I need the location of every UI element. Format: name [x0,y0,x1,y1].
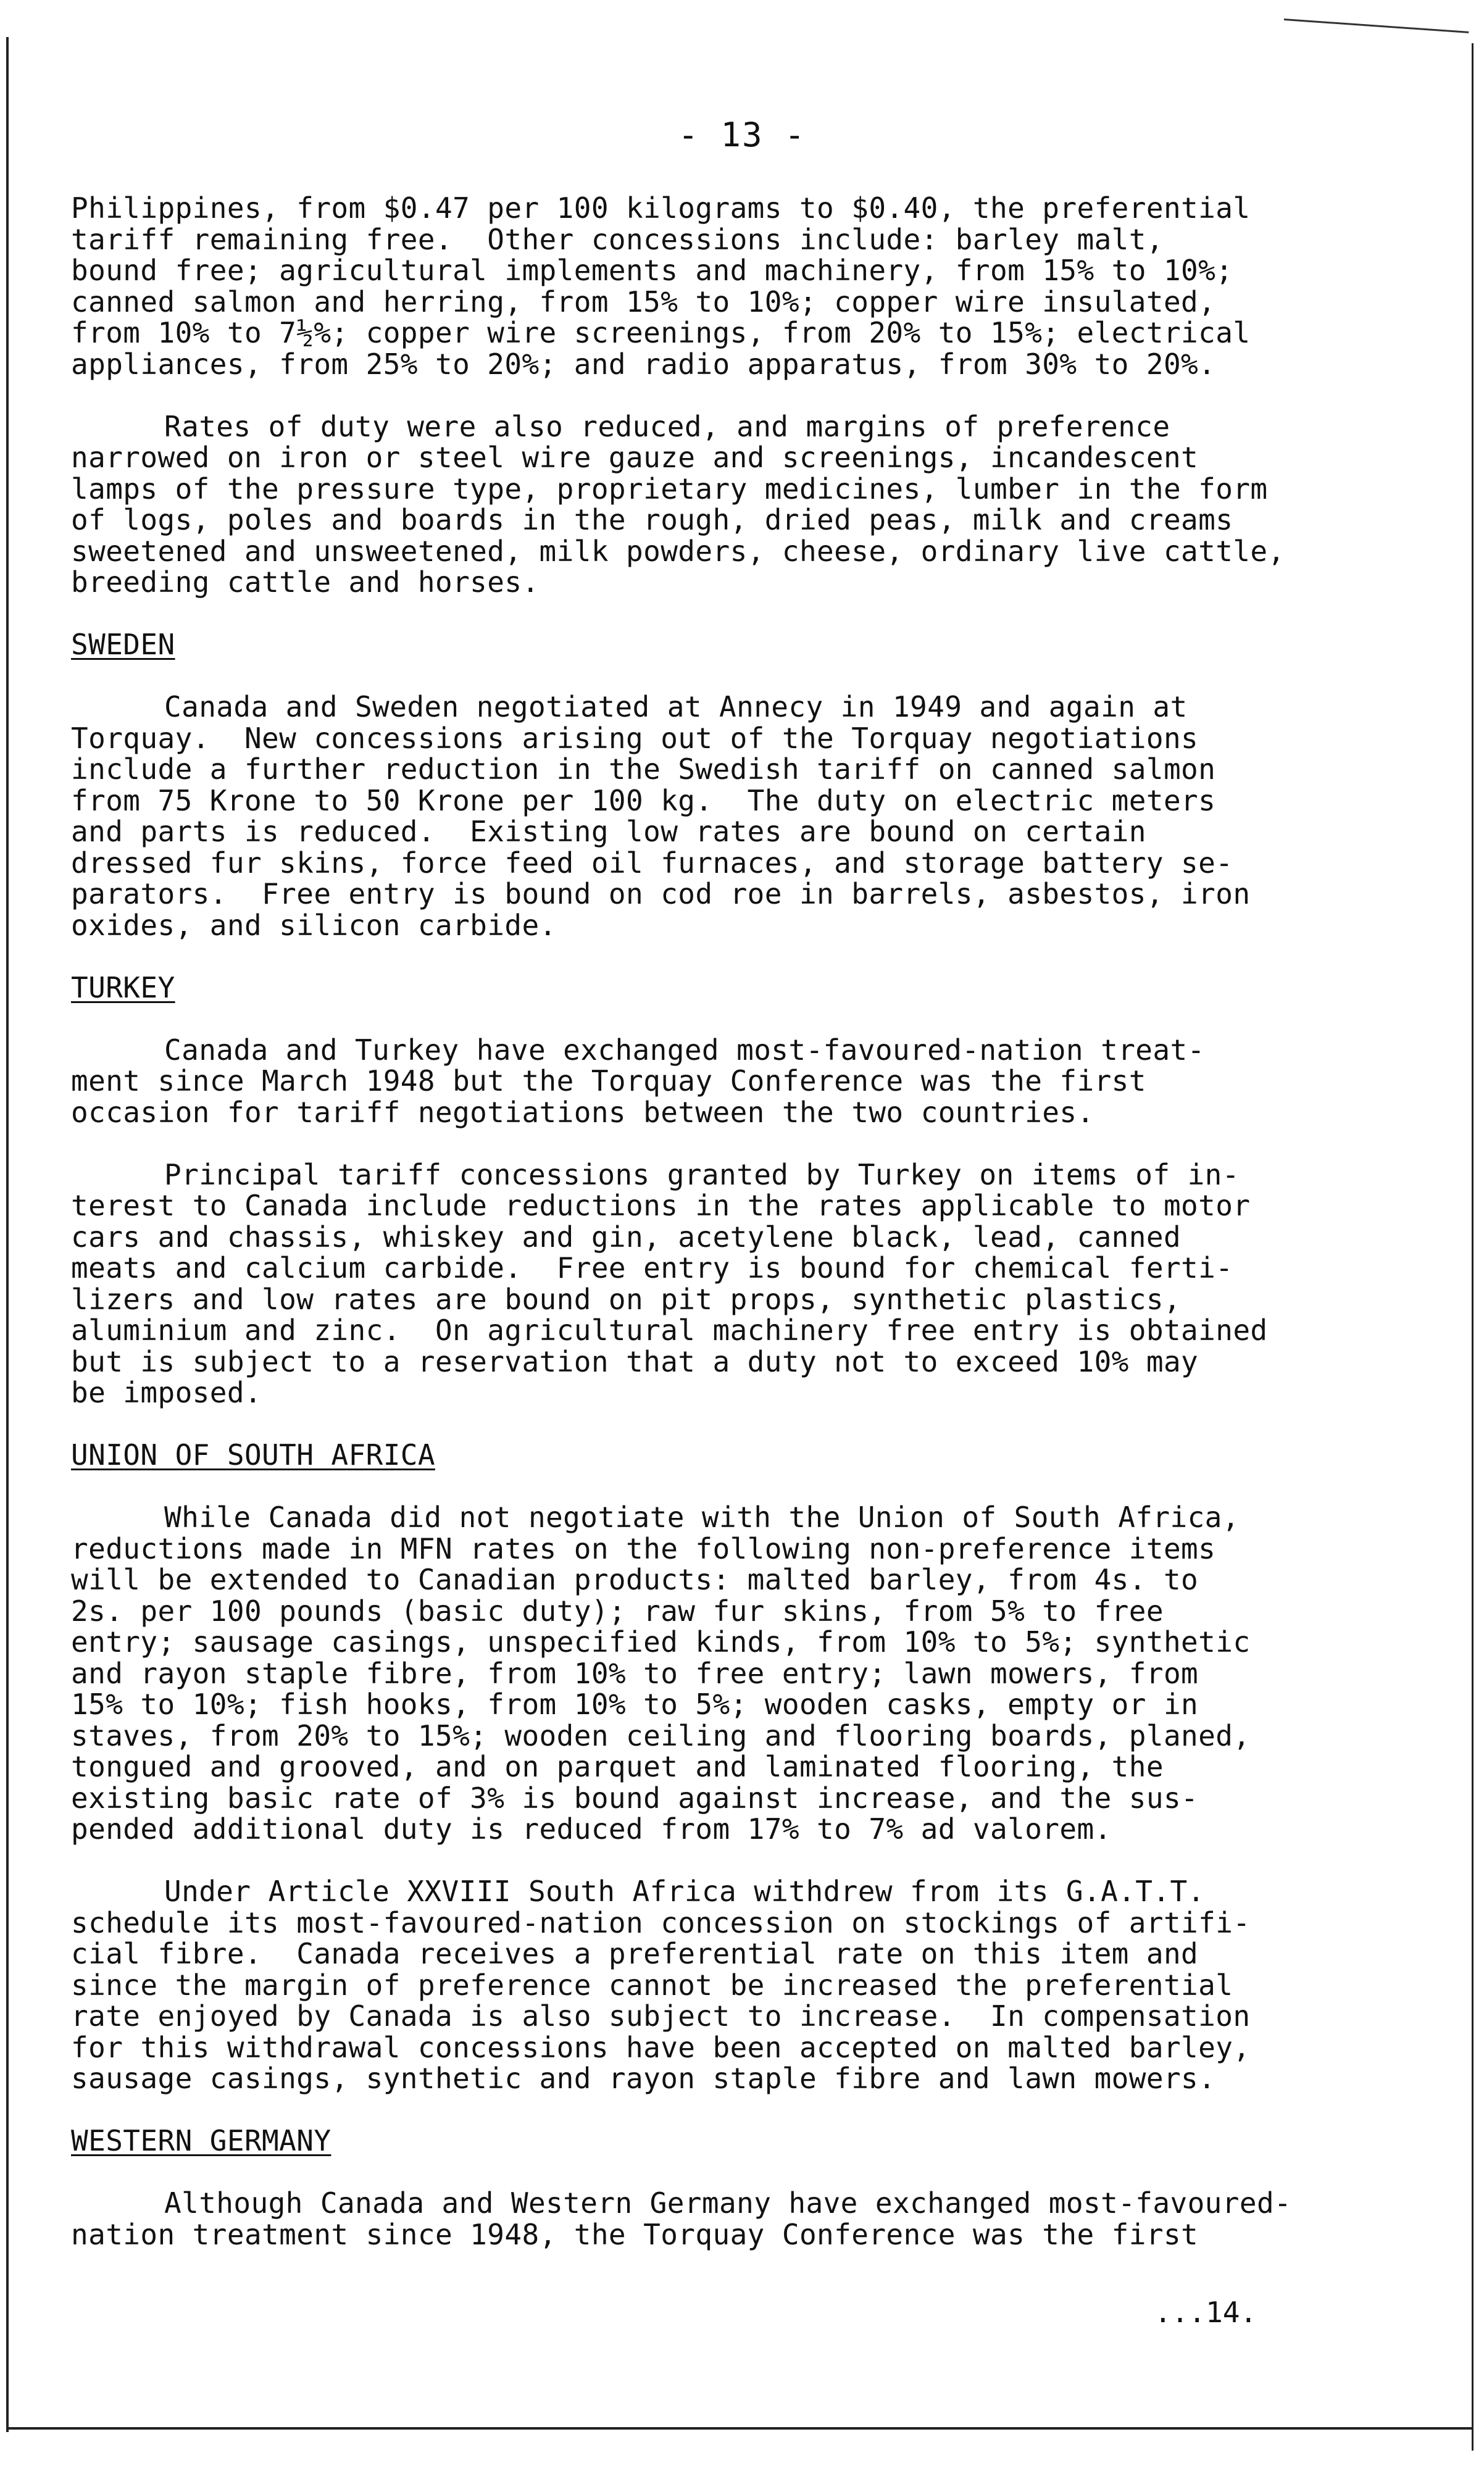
text-line: since the margin of preference cannot be increased the preferential [71,1968,1233,2002]
text-line: breeding cattle and horses. [71,565,540,599]
paragraph [71,691,1429,941]
text-line: Philippines, from $0.47 per 100 kilograms to $0.40, the preferential [71,191,1251,225]
document-body [71,193,1429,2250]
text-line: appliances, from 25% to 20%; and radio apparatus, from 30% to 20%. [71,347,1216,381]
text-line: but is subject to a reservation that a duty not to exceed 10% may [71,1344,1199,1378]
text-line: and parts is reduced. Existing low rates are bound on certain [71,815,1146,848]
section-heading: WESTERN GERMANY [71,2124,331,2157]
text-line: for this withdrawal concessions have been accepted on malted barley, [71,2030,1251,2064]
text-line: from 10% to 7½%; copper wire screenings, from 20% to 15%; electrical [71,316,1251,349]
text-line: rate enjoyed by Canada is also subject to increase. In compensation [71,1999,1251,2033]
paragraph [71,1502,1429,1845]
text-line: pended additional duty is reduced from 17% to 7% ad valorem. [71,1812,1112,1846]
text-line: aluminium and zinc. On agricultural machinery free entry is obtained [71,1314,1268,1347]
text-line: be imposed. [71,1376,262,1409]
paragraph [71,411,1429,598]
text-line: staves, from 20% to 15%; wooden ceiling and flooring boards, planed, [71,1718,1251,1752]
text-line: existing basic rate of 3% is bound against increase, and the sus- [71,1781,1199,1815]
paragraph-gap [71,941,1429,972]
page-border-bottom [9,2427,1473,2430]
paragraph-gap [71,2094,1429,2126]
text-line: Under Article XXVIII South Africa withdrew from its G.A.T.T. [164,1875,1205,1908]
paragraph [71,193,1429,380]
text-line: terest to Canada include reductions in the rates applicable to motor [71,1189,1251,1222]
text-line: ment since March 1948 but the Torquay Conference was the first [71,1064,1146,1098]
paragraph-gap [71,1471,1429,1502]
paragraph-gap [71,598,1429,630]
page-number: - 13 - [678,115,806,154]
section-heading: UNION OF SOUTH AFRICA [71,1438,435,1472]
text-line: dressed fur skins, force feed oil furnaces, and storage battery se- [71,846,1233,880]
text-line: Principal tariff concessions granted by Turkey on items of in- [164,1157,1240,1191]
paragraph-gap [71,1409,1429,1440]
page-border-top [1284,19,1469,33]
page-border-left [6,37,9,2432]
text-line: meats and calcium carbide. Free entry is bound for chemical ferti- [71,1251,1233,1285]
text-line: and rayon staple fibre, from 10% to free entry; lawn mowers, from [71,1656,1199,1690]
section-heading-line [71,972,1429,1004]
text-line: Canada and Turkey have exchanged most-favoured-nation treat- [164,1033,1205,1067]
paragraph-gap [71,2157,1429,2188]
paragraph-gap [71,1128,1429,1159]
paragraph-gap [71,1845,1429,1877]
section-heading: TURKEY [71,970,175,1004]
text-line: bound free; agricultural implements and machinery, from 15% to 10%; [71,254,1233,287]
paragraph [71,1035,1429,1128]
paragraph [71,2188,1429,2250]
text-line: sweetened and unsweetened, milk powders, cheese, ordinary live cattle, [71,534,1285,568]
text-line: occasion for tariff negotiations between the two countries. [71,1095,1094,1129]
text-line: lizers and low rates are bound on pit props, synthetic plastics, [71,1282,1182,1316]
text-line: from 75 Krone to 50 Krone per 100 kg. The duty on electric meters [71,783,1216,817]
text-line: Rates of duty were also reduced, and margins of preference [164,409,1170,443]
text-line: 2s. per 100 pounds (basic duty); raw fur skins, from 5% to free [71,1594,1164,1628]
paragraph-gap [71,1003,1429,1035]
text-line: parators. Free entry is bound on cod roe in barrels, asbestos, iron [71,877,1251,910]
text-line: schedule its most-favoured-nation concession on stockings of artifi- [71,1906,1251,1939]
text-line: tongued and grooved, and on parquet and laminated flooring, the [71,1750,1164,1783]
text-line: entry; sausage casings, unspecified kinds, from 10% to 5%; synthetic [71,1625,1251,1659]
text-line: cars and chassis, whiskey and gin, acetylene black, lead, canned [71,1220,1182,1254]
text-line: will be extended to Canadian products: malted barley, from 4s. to [71,1563,1199,1596]
text-line: canned salmon and herring, from 15% to 10%; copper wire insulated, [71,285,1216,319]
paragraph-gap [71,380,1429,411]
text-line: cial fibre. Canada receives a preferential rate on this item and [71,1937,1199,1970]
text-line: sausage casings, synthetic and rayon staple fibre and lawn mowers. [71,2062,1216,2095]
page-border-right [1472,43,1474,2451]
section-heading-line [71,2125,1429,2157]
text-line: lamps of the pressure type, proprietary medicines, lumber in the form [71,472,1268,506]
paragraph [71,1159,1429,1409]
text-line: include a further reduction in the Swedish tariff on canned salmon [71,752,1216,786]
section-heading: SWEDEN [71,628,175,661]
text-line: Canada and Sweden negotiated at Annecy in 1949 and again at [164,690,1188,723]
section-heading-line [71,1439,1429,1471]
text-line: nation treatment since 1948, the Torquay Conference was the first [71,2217,1199,2251]
text-line: 15% to 10%; fish hooks, from 10% to 5%; wooden casks, empty or in [71,1688,1199,1721]
text-line: Torquay. New concessions arising out of the Torquay negotiations [71,721,1199,755]
text-line: While Canada did not negotiate with the Union of South Africa, [164,1501,1240,1534]
section-heading-line [71,629,1429,660]
text-line: narrowed on iron or steel wire gauze and screenings, incandescent [71,441,1199,474]
text-line: oxides, and silicon carbide. [71,908,557,942]
text-line: of logs, poles and boards in the rough, dried peas, milk and creams [71,503,1233,536]
text-line: reductions made in MFN rates on the following non-preference items [71,1531,1216,1565]
text-line: tariff remaining free. Other concessions include: barley malt, [71,222,1164,256]
paragraph-gap [71,660,1429,692]
continuation-marker: ...14. [1154,2296,1257,2329]
text-line: Although Canada and Western Germany have exchanged most-favoured- [164,2186,1292,2220]
paragraph [71,1876,1429,2094]
